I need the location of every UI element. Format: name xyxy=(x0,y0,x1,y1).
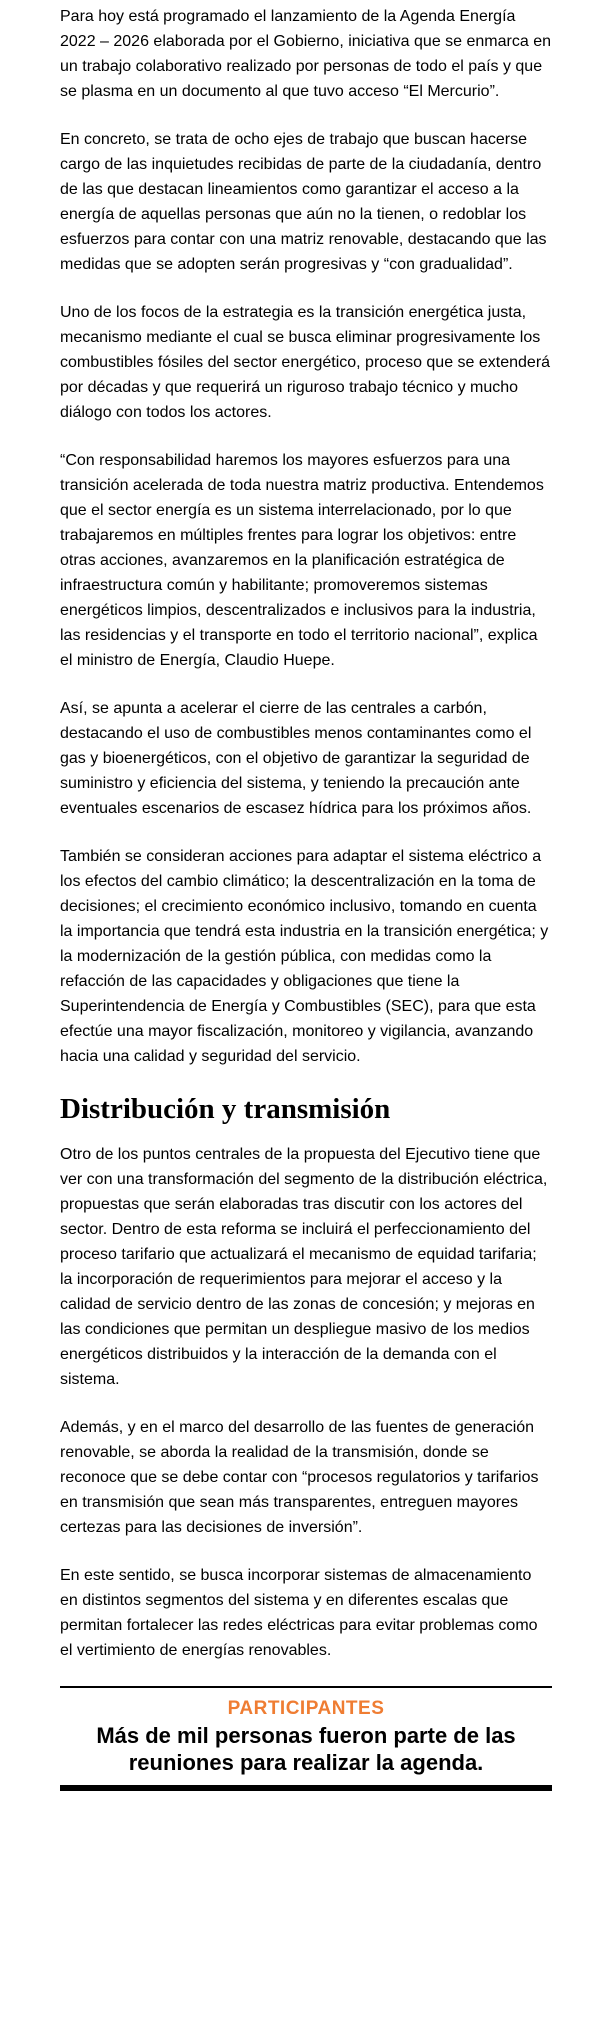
paragraph: En este sentido, se busca incorporar sistemas de almacenamiento en distintos segmentos del sistema y en diferentes escalas que permitan fortalecer las redes eléctricas para evitar problemas como el vertimiento de energías renovables. xyxy=(60,1567,538,1659)
participants-callout xyxy=(60,1686,552,1791)
paragraph: Otro de los puntos centrales de la propuesta del Ejecutivo tiene que ver con una transformación del segmento de la distribución eléctrica, propuestas que serán elaboradas tras discutir con los actores del sector. Dentro de esta reforma se incluirá el perfeccionamiento del proceso tarifario que actualizará el mecanismo de equidad tarifaria; la incorporación de requerimientos para mejorar el acceso y la calidad de servicio dentro de las zonas de concesión; y mejoras en las condiciones que permitan un despliegue masivo de los medios energéticos distribuidos y la interacción de la demanda con el sistema. xyxy=(60,1146,548,1388)
paragraph: En concreto, se trata de ocho ejes de trabajo que buscan hacerse cargo de las inquietudes recibidas de parte de la ciudadanía, dentro de las que destacan lineamientos como garantizar el acceso a la energía de aquellas personas que aún no la tienen, o redoblar los esfuerzos para contar con una matriz renovable, destacando que las medidas que se adopten serán progresivas y “con gradualidad”. xyxy=(60,131,547,273)
article-body xyxy=(60,4,552,1791)
paragraph: También se consideran acciones para adaptar el sistema eléctrico a los efectos del cambio climático; la descentralización en la toma de decisiones; el crecimiento económico inclusivo, tomando en cuenta la importancia que tendrá esta industria en la transición energética; y la modernización de la gestión pública, con medidas como la refacción de las capacidades y obligaciones que tiene la Superintendencia de Energía y Combustibles (SEC), para que esta efectúe una mayor fiscalización, monitoreo y vigilancia, avanzando hacia una calidad y seguridad del servicio. xyxy=(60,848,549,1065)
callout-bottom-bar xyxy=(60,1785,552,1791)
paragraph: Además, y en el marco del desarrollo de las fuentes de generación renovable, se aborda la realidad de la transmisión, donde se reconoce que se debe contar con “procesos regulatorios y tarifarios en transmisión que sean más transparentes, entreguen mayores certezas para las decisiones de inversión”. xyxy=(60,1419,539,1536)
callout-title: Más de mil personas fueron parte de las reuniones para realizar la agenda. xyxy=(96,1723,516,1775)
paragraph: “Con responsabilidad haremos los mayores esfuerzos para una transición acelerada de toda nuestra matriz productiva. Entendemos que el sector energía es un sistema interrelacionado, por lo que trabajaremos en múltiples frentes para lograr los objetivos: entre otras acciones, avanzaremos en la planificación estratégica de infraestructura común y habilitante; promoveremos sistemas energéticos limpios, descentralizados e inclusivos para la industria, las residencias y el transporte en todo el territorio nacional”, explica el ministro de Energía, Claudio Huepe. xyxy=(60,452,544,669)
paragraph: Uno de los focos de la estrategia es la transición energética justa, mecanismo mediante el cual se busca eliminar progresivamente los combustibles fósiles del sector energético, proceso que se extenderá por décadas y que requerirá un riguroso trabajo técnico y mucho diálogo con todos los actores. xyxy=(60,304,551,421)
paragraph: Así, se apunta a acelerar el cierre de las centrales a carbón, destacando el uso de combustibles menos contaminantes como el gas y bioenergéticos, con el objetivo de garantizar la seguridad de suministro y eficiencia del sistema, y teniendo la precaución ante eventuales escenarios de escasez hídrica para los próximos años. xyxy=(60,700,532,817)
section-heading: Distribución y transmisión xyxy=(60,1093,391,1125)
callout-kicker: PARTICIPANTES xyxy=(227,1698,385,1719)
paragraph: Para hoy está programado el lanzamiento de la Agenda Energía 2022 – 2026 elaborada por el Gobierno, iniciativa que se enmarca en un trabajo colaborativo realizado por personas de todo el país y que se plasma en un documento al que tuvo acceso “El Mercurio”. xyxy=(60,8,551,100)
